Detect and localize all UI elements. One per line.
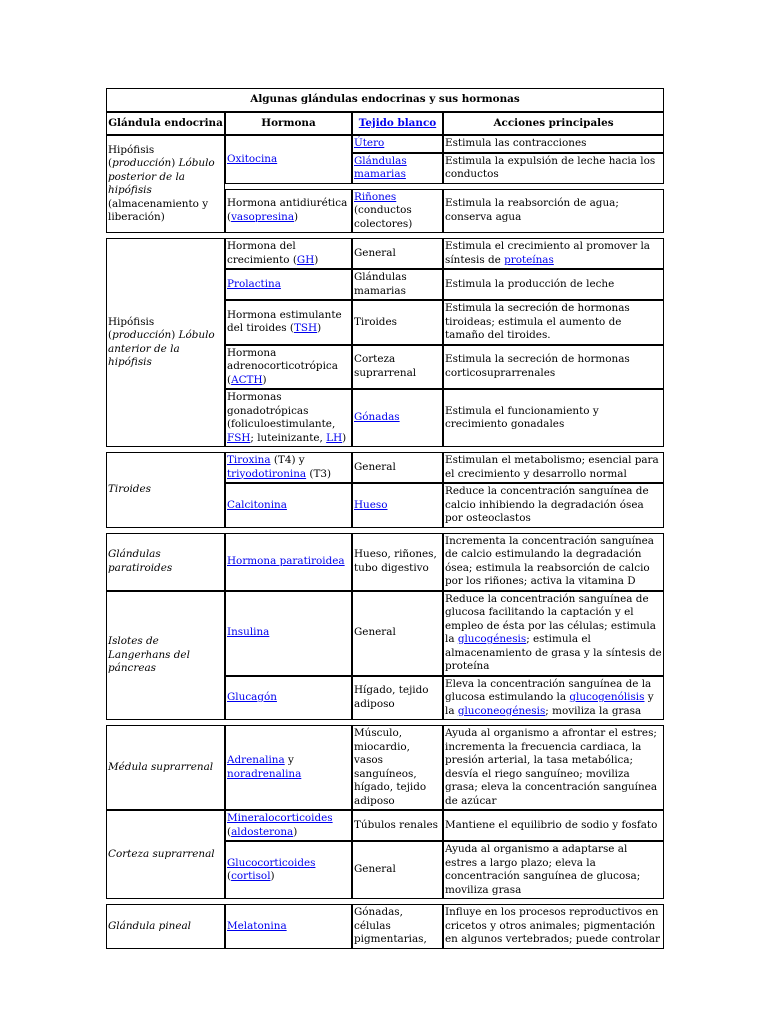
gland-cell-parathyroid: Glándulas paratiroides bbox=[106, 533, 225, 591]
hormone-link-glucocorticoides[interactable]: Glucocorticoides bbox=[227, 856, 316, 869]
hormone-cell bbox=[225, 533, 352, 591]
target-cell: Riñones (conductos colectores) bbox=[352, 189, 443, 234]
table-row bbox=[106, 533, 664, 591]
header-actions: Acciones principales bbox=[443, 112, 664, 136]
target-link-rinones[interactable]: Riñones bbox=[354, 190, 397, 203]
target-cell: General bbox=[352, 841, 443, 899]
action-cell: Estimula la reabsorción de agua; conserva agua bbox=[443, 189, 664, 234]
target-cell: Corteza suprarrenal bbox=[352, 345, 443, 390]
hormone-cell: Mineralocorticoides (aldosterona) bbox=[225, 810, 352, 841]
action-cell: Reduce la concentración sanguínea de glucosa facilitando la captación y el empleo de ésta por las células; estimula la glucogénesis; estimula el almacenamiento de grasa y la síntesis de proteína bbox=[443, 591, 664, 676]
gland-cell-adrenal-medulla: Médula suprarrenal bbox=[106, 725, 225, 810]
hormone-link-gh[interactable]: GH bbox=[296, 253, 315, 266]
target-cell: Tiroides bbox=[352, 300, 443, 345]
table-row bbox=[106, 810, 664, 841]
hormone-cell: Adrenalina y noradrenalina bbox=[225, 725, 352, 810]
gland-cell-anterior-pituitary: Hipófisis (producción) Lóbulo anterior de la hipófisis bbox=[106, 238, 225, 447]
hormone-link-tsh[interactable]: TSH bbox=[293, 322, 318, 335]
action-cell: Estimula las contracciones bbox=[443, 135, 664, 153]
target-cell: Hígado, tejido adiposo bbox=[352, 676, 443, 721]
gland-cell-adrenal-cortex: Corteza suprarrenal bbox=[106, 810, 225, 899]
action-cell: Estimula la expulsión de leche hacia los conductos bbox=[443, 153, 664, 184]
target-link-utero[interactable]: Útero bbox=[354, 137, 385, 149]
header-target-link[interactable]: Tejido blanco bbox=[358, 116, 437, 129]
target-link-gonadas[interactable]: Gónadas bbox=[354, 411, 400, 424]
action-cell: Incrementa la concentración sanguínea de calcio estimulando la degradación ósea; estimula la reabsorción de calcio por los riñones; activa la vitamina D bbox=[443, 533, 664, 591]
action-cell: Reduce la concentración sanguínea de calcio inhibiendo la degradación ósea por osteoclastos bbox=[443, 483, 664, 528]
table-header-row bbox=[106, 112, 664, 136]
target-cell: General bbox=[352, 452, 443, 483]
hormone-link-fsh[interactable]: FSH bbox=[227, 431, 251, 444]
target-cell bbox=[352, 483, 443, 528]
hormone-cell bbox=[225, 591, 352, 676]
action-cell: Estimula la secreción de hormonas corticosuprarrenales bbox=[443, 345, 664, 390]
target-cell: General bbox=[352, 591, 443, 676]
table-row bbox=[106, 135, 664, 153]
hormone-link-acth[interactable]: ACTH bbox=[231, 373, 263, 386]
action-link-gluconeogenesis[interactable]: gluconeogénesis bbox=[457, 704, 546, 717]
header-hormone: Hormona bbox=[225, 112, 352, 136]
hormone-link-lh[interactable]: LH bbox=[326, 431, 343, 444]
hormone-link-triyodotironina[interactable]: triyodotironina bbox=[227, 467, 307, 480]
action-link-proteinas[interactable]: proteínas bbox=[504, 253, 554, 266]
gland-cell-pancreatic-islets: Islotes de Langerhans del páncreas bbox=[106, 591, 225, 721]
hormone-link-vasopresina[interactable]: vasopresina bbox=[231, 210, 295, 223]
table-row bbox=[106, 904, 664, 949]
hormone-cell: Tiroxina (T4) y triyodotironina (T3) bbox=[225, 452, 352, 483]
hormone-cell: Hormona del crecimiento (GH) bbox=[225, 238, 352, 269]
hormone-cell bbox=[225, 483, 352, 528]
hormone-link-adrenalina[interactable]: Adrenalina bbox=[227, 754, 285, 766]
target-cell: Túbulos renales bbox=[352, 810, 443, 841]
hormone-cell bbox=[225, 269, 352, 300]
table-row bbox=[106, 591, 664, 676]
hormone-link-tiroxina[interactable]: Tiroxina bbox=[227, 454, 271, 466]
action-cell: Mantiene el equilibrio de sodio y fosfato bbox=[443, 810, 664, 841]
action-cell: Estimula la secreción de hormonas tiroideas; estimula el aumento de tamaño del tiroides. bbox=[443, 300, 664, 345]
table-title-row bbox=[106, 88, 664, 112]
hormone-cell bbox=[225, 135, 352, 184]
action-link-glucogenolisis[interactable]: glucogenólisis bbox=[569, 691, 645, 703]
table-row bbox=[106, 452, 664, 483]
hormone-link-prolactina[interactable]: Prolactina bbox=[227, 277, 281, 290]
target-link-glandulas-mamarias[interactable]: Glándulas mamarias bbox=[354, 154, 407, 180]
hormone-cell: Hormonas gonadotrópicas (foliculoestimulante, FSH; luteinizante, LH) bbox=[225, 389, 352, 447]
action-cell: Eleva la concentración sanguínea de la glucosa estimulando la glucogenólisis y la gluconeogénesis; moviliza la grasa bbox=[443, 676, 664, 721]
header-gland: Glándula endocrina bbox=[106, 112, 225, 136]
table-title: Algunas glándulas endocrinas y sus hormonas bbox=[106, 88, 664, 112]
document-page bbox=[106, 88, 664, 949]
hormone-link-glucagon[interactable]: Glucagón bbox=[227, 691, 277, 703]
action-cell: Influye en los procesos reproductivos en cricetos y otros animales; pigmentación en algunos vertebrados; puede controlar bbox=[443, 904, 664, 949]
endocrine-table bbox=[106, 88, 664, 949]
target-cell bbox=[352, 135, 443, 153]
target-cell: Glándulas mamarias bbox=[352, 269, 443, 300]
hormone-link-aldosterona[interactable]: aldosterona bbox=[231, 825, 294, 838]
action-cell: Ayuda al organismo a adaptarse al estres a largo plazo; eleva la concentración sanguínea de glucosa; moviliza grasa bbox=[443, 841, 664, 899]
gland-cell-pineal: Glándula pineal bbox=[106, 904, 225, 949]
hormone-link-hormona-paratiroidea[interactable]: Hormona paratiroidea bbox=[227, 554, 345, 567]
hormone-cell bbox=[225, 676, 352, 721]
hormone-link-melatonina[interactable]: Melatonina bbox=[227, 919, 287, 932]
target-cell: Músculo, miocardio, vasos sanguíneos, hígado, tejido adiposo bbox=[352, 725, 443, 810]
target-cell: Hueso, riñones, tubo digestivo bbox=[352, 533, 443, 591]
hormone-cell: Hormona antidiurética (vasopresina) bbox=[225, 189, 352, 234]
hormone-link-noradrenalina[interactable]: noradrenalina bbox=[227, 767, 302, 780]
action-cell: Estimula el crecimiento al promover la síntesis de proteínas bbox=[443, 238, 664, 269]
action-link-glucogenesis[interactable]: glucogénesis bbox=[457, 633, 527, 645]
hormone-link-oxitocina[interactable]: Oxitocina bbox=[227, 152, 278, 165]
table-row bbox=[106, 725, 664, 810]
action-cell: Estimulan el metabolismo; esencial para el crecimiento y desarrollo normal bbox=[443, 452, 664, 483]
action-cell: Ayuda al organismo a afrontar el estres; incrementa la frecuencia cardiaca, la presión arterial, la tasa metabólica; desvía el riego sanguíneo; moviliza grasa; eleva la concentración sanguínea de azúcar bbox=[443, 725, 664, 810]
header-target bbox=[352, 112, 443, 136]
target-cell: Gónadas, células pigmentarias, bbox=[352, 904, 443, 949]
target-cell: General bbox=[352, 238, 443, 269]
hormone-link-calcitonina[interactable]: Calcitonina bbox=[227, 498, 287, 511]
hormone-cell bbox=[225, 904, 352, 949]
hormone-link-mineralocorticoides[interactable]: Mineralocorticoides bbox=[227, 812, 333, 824]
gland-cell-thyroid: Tiroides bbox=[106, 452, 225, 528]
target-cell bbox=[352, 153, 443, 184]
target-cell bbox=[352, 389, 443, 447]
action-cell: Estimula la producción de leche bbox=[443, 269, 664, 300]
table-row bbox=[106, 238, 664, 269]
hormone-link-cortisol[interactable]: cortisol bbox=[231, 870, 271, 882]
action-cell: Estimula el funcionamiento y crecimiento gonadales bbox=[443, 389, 664, 447]
hormone-link-insulina[interactable]: Insulina bbox=[227, 626, 270, 639]
hormone-cell: Glucocorticoides (cortisol) bbox=[225, 841, 352, 899]
gland-cell-posterior-pituitary: Hipófisis (producción) Lóbulo posterior de la hipófisis (almacenamiento y liberación) bbox=[106, 135, 225, 233]
hormone-cell: Hormona estimulante del tiroides (TSH) bbox=[225, 300, 352, 345]
hormone-cell: Hormona adrenocorticotrópica (ACTH) bbox=[225, 345, 352, 390]
target-link-hueso[interactable]: Hueso bbox=[354, 498, 388, 511]
